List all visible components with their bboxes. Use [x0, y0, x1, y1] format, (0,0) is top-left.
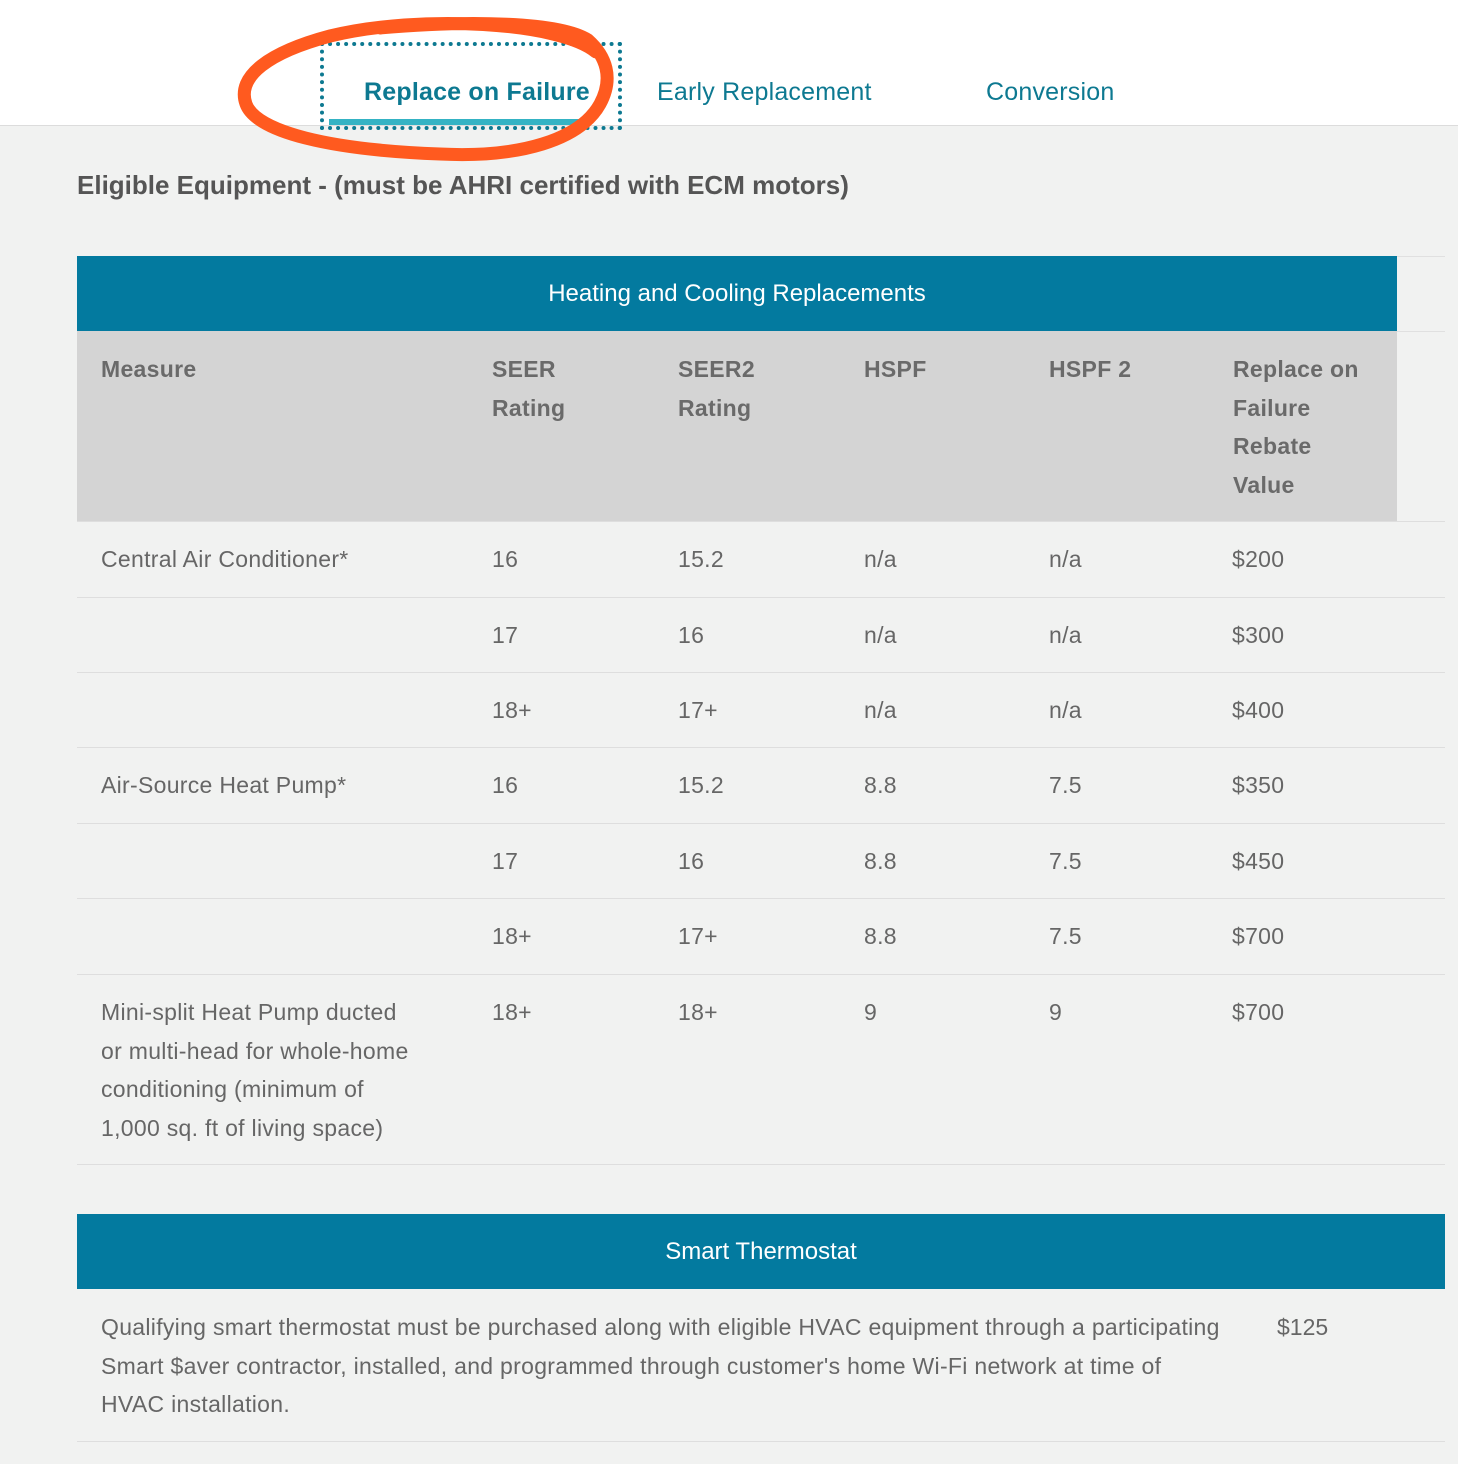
smart-thermostat-title: Smart Thermostat — [77, 1214, 1445, 1289]
cell-hspf: n/a — [864, 697, 897, 723]
cell-hspf: 8.8 — [864, 923, 897, 949]
cell-seer: 18+ — [492, 999, 532, 1025]
cell-seer2: 18+ — [678, 999, 718, 1025]
cell-hspf2: n/a — [1049, 546, 1082, 572]
divider — [1397, 256, 1445, 257]
cell-measure: Mini-split Heat Pump ducted or multi-head for whole-home conditioning (minimum of 1,000 sq. ft of living space) — [101, 999, 409, 1141]
row-divider — [77, 974, 1445, 975]
cell-seer: 18+ — [492, 923, 532, 949]
column-header-rebate: Replace on Failure Rebate Value — [1233, 356, 1359, 498]
cell-seer: 17 — [492, 622, 519, 648]
row-divider — [77, 898, 1445, 899]
cell-hspf2: 7.5 — [1049, 772, 1082, 798]
cell-rebate: $350 — [1232, 772, 1285, 798]
row-divider — [77, 521, 1445, 522]
divider — [1397, 331, 1445, 332]
cell-seer: 16 — [492, 546, 519, 572]
cell-seer2: 15.2 — [678, 546, 724, 572]
eligible-equipment-title: Eligible Equipment - (must be AHRI certified with ECM motors) — [77, 170, 849, 200]
cell-hspf2: 7.5 — [1049, 848, 1082, 874]
row-divider — [77, 1441, 1445, 1442]
cell-seer2: 16 — [678, 848, 705, 874]
cell-rebate: $400 — [1232, 697, 1285, 723]
row-divider — [77, 1164, 1445, 1165]
tab-replace-on-failure[interactable]: Replace on Failure — [364, 78, 590, 106]
cell-hspf: 9 — [864, 999, 878, 1025]
cell-rebate: $700 — [1232, 923, 1285, 949]
column-header-seer2: SEER2 Rating — [678, 356, 755, 421]
cell-rebate: $300 — [1232, 622, 1285, 648]
cell-seer2: 17+ — [678, 697, 718, 723]
cell-seer2: 16 — [678, 622, 705, 648]
smart-thermostat-price: $125 — [1277, 1314, 1329, 1340]
row-divider — [77, 747, 1445, 748]
column-header-hspf2: HSPF 2 — [1049, 356, 1132, 382]
cell-seer: 18+ — [492, 697, 532, 723]
column-header-seer: SEER Rating — [492, 356, 566, 421]
cell-seer2: 15.2 — [678, 772, 724, 798]
cell-hspf2: 7.5 — [1049, 923, 1082, 949]
tab-conversion[interactable]: Conversion — [986, 78, 1115, 106]
cell-seer: 16 — [492, 772, 519, 798]
tab-early-replacement[interactable]: Early Replacement — [657, 78, 872, 106]
tab-bar — [0, 0, 1458, 126]
cell-rebate: $700 — [1232, 999, 1285, 1025]
cell-measure: Air-Source Heat Pump* — [101, 772, 347, 798]
cell-seer2: 17+ — [678, 923, 718, 949]
row-divider — [77, 823, 1445, 824]
active-tab-indicator — [329, 119, 591, 125]
cell-seer: 17 — [492, 848, 519, 874]
cell-rebate: $200 — [1232, 546, 1285, 572]
cell-hspf: 8.8 — [864, 848, 897, 874]
column-header-hspf: HSPF — [864, 356, 927, 382]
cell-hspf2: n/a — [1049, 622, 1082, 648]
cell-hspf2: 9 — [1049, 999, 1063, 1025]
row-divider — [77, 672, 1445, 673]
smart-thermostat-description: Qualifying smart thermostat must be purchased along with eligible HVAC equipment through a participating Smart $aver contractor, installed, and programmed through customer's home Wi-Fi network at time of HVAC installation. — [101, 1314, 1220, 1417]
cell-hspf: 8.8 — [864, 772, 897, 798]
column-header-measure: Measure — [101, 356, 197, 382]
cell-hspf2: n/a — [1049, 697, 1082, 723]
heating-cooling-table-title: Heating and Cooling Replacements — [77, 256, 1397, 331]
cell-rebate: $450 — [1232, 848, 1285, 874]
cell-measure: Central Air Conditioner* — [101, 546, 349, 572]
row-divider — [77, 597, 1445, 598]
cell-hspf: n/a — [864, 622, 897, 648]
cell-hspf: n/a — [864, 546, 897, 572]
